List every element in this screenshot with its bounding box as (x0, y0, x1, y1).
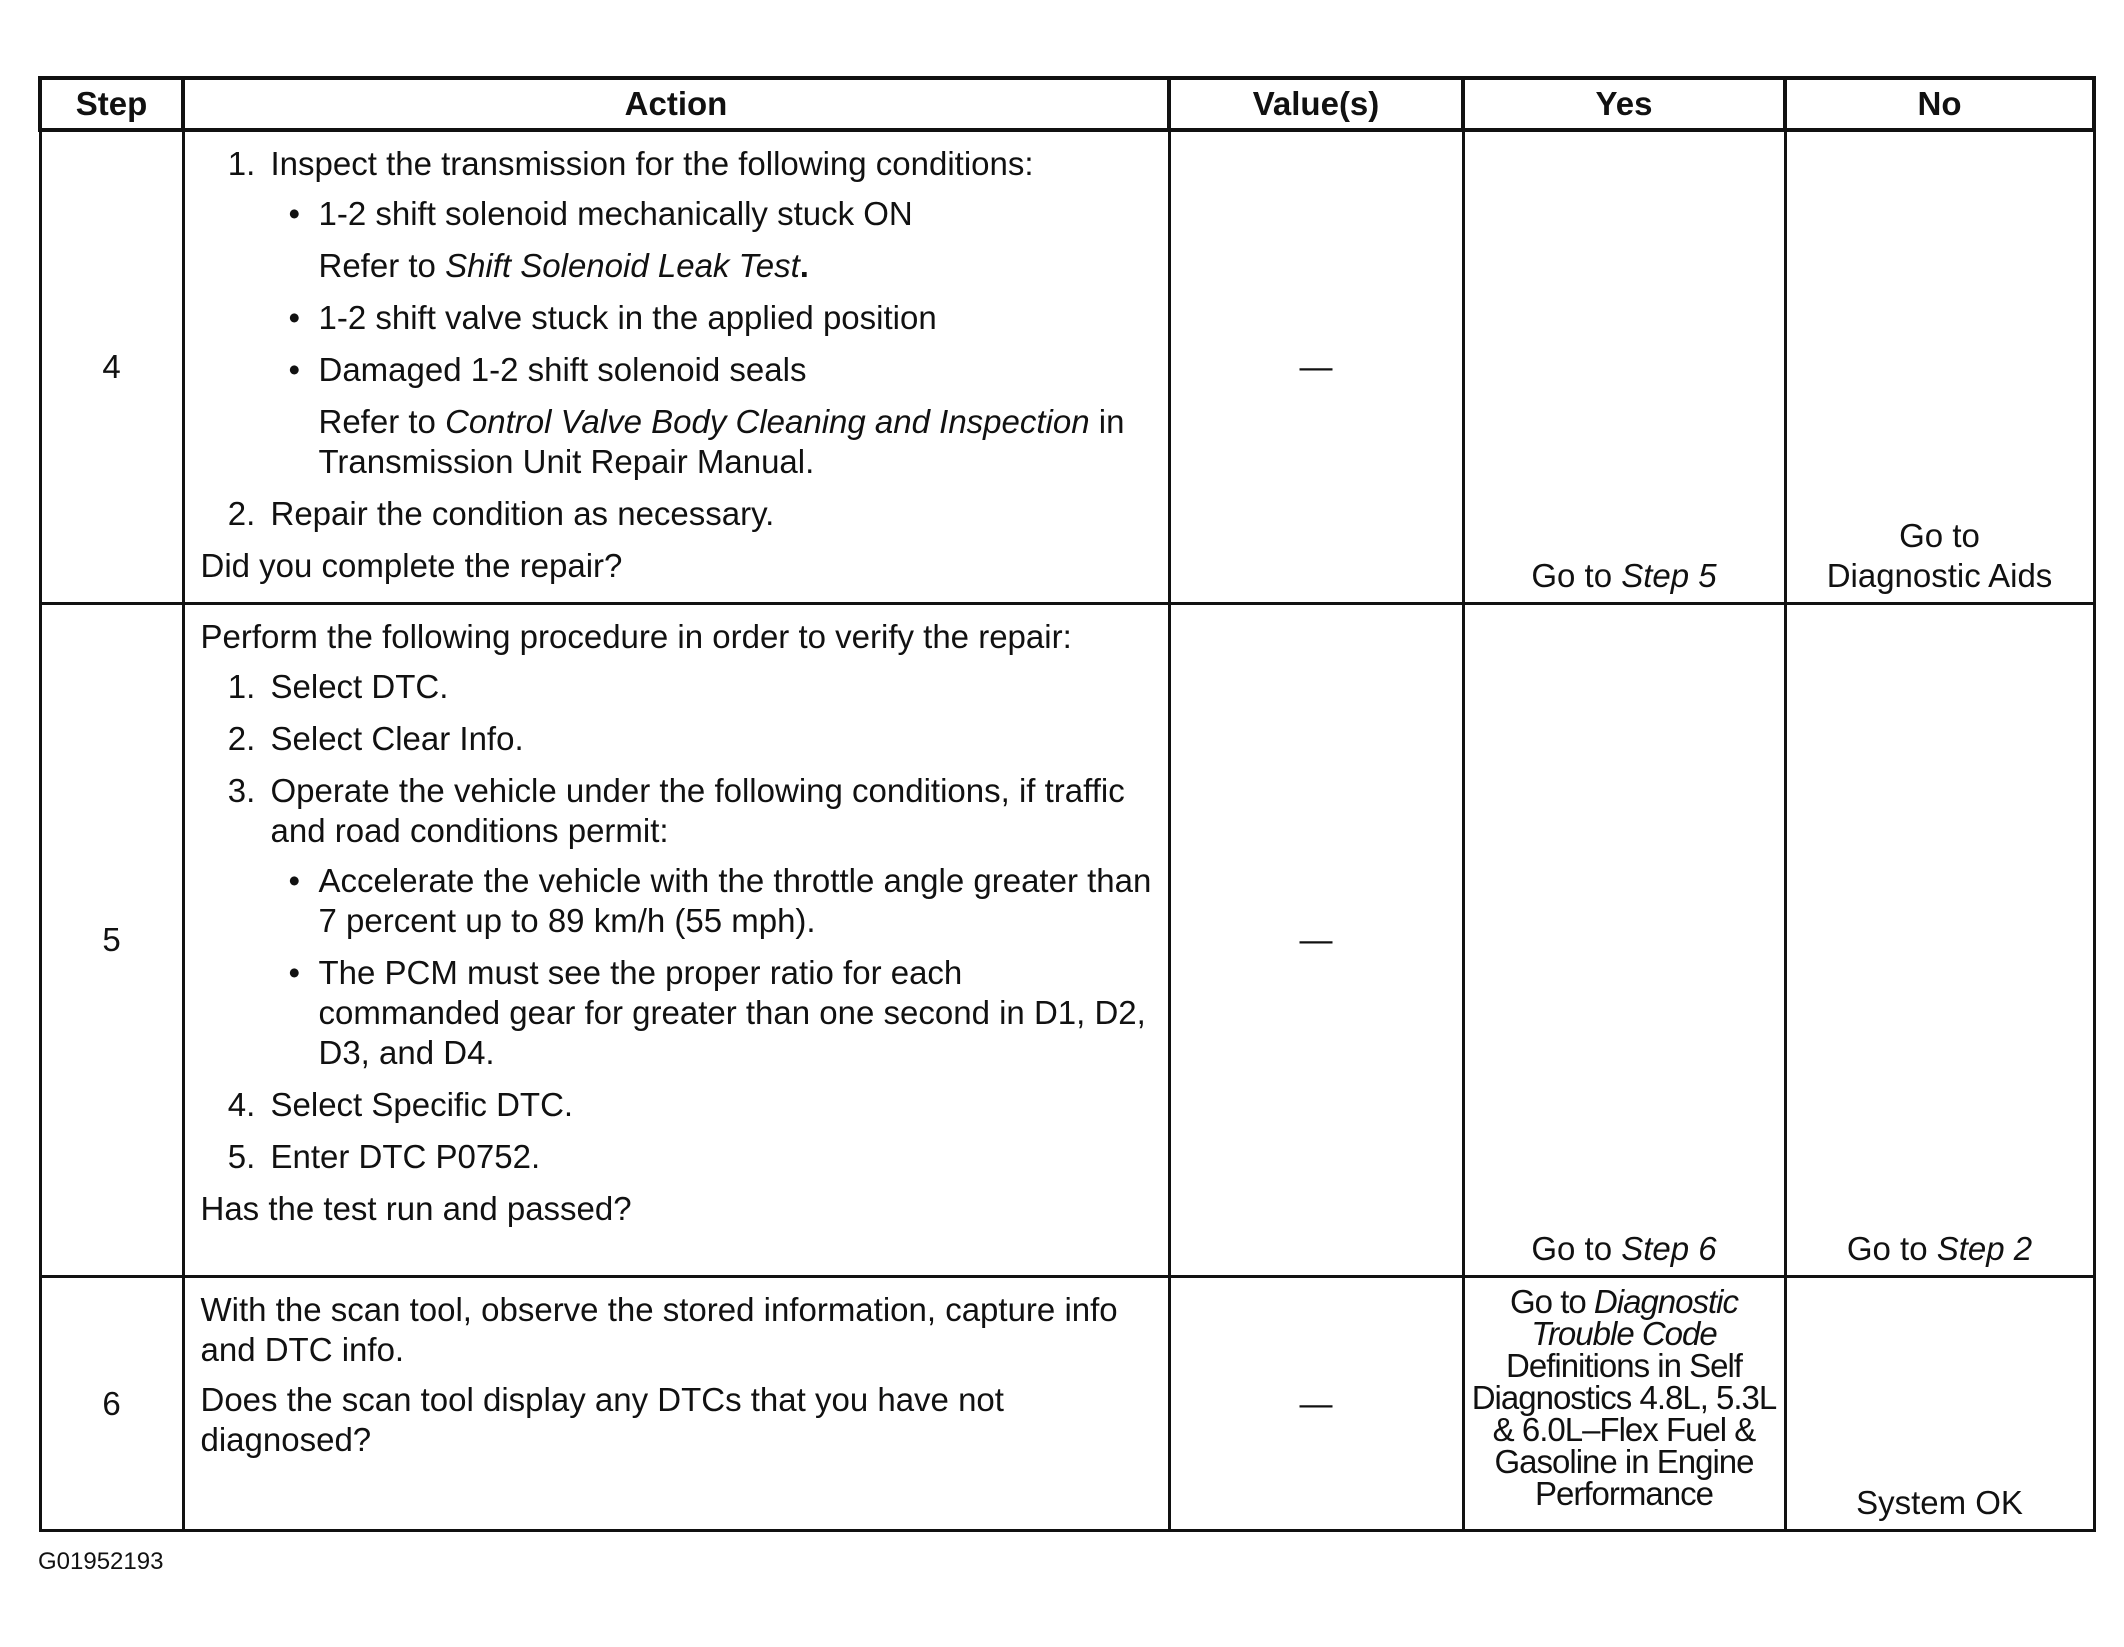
list-item-text: Select DTC. (270, 668, 449, 705)
yes-prefix: Go to (1531, 557, 1622, 594)
list-item (319, 298, 1152, 338)
list-item (319, 861, 1152, 941)
step-number: 6 (40, 1277, 183, 1531)
value-cell (1169, 1277, 1463, 1531)
action-cell (183, 130, 1169, 604)
list-item-text: 1-2 shift valve stuck in the applied position (318, 299, 937, 336)
no-cell (1785, 604, 2094, 1277)
list-item (265, 667, 1152, 707)
table-row-step-6 (40, 1277, 2094, 1531)
header-action: Action (183, 78, 1169, 130)
list-item-text: • Damaged 1-2 shift solenoid seals (318, 351, 807, 388)
question-text: Did you complete the repair? (200, 547, 623, 584)
reference-prefix: Refer to (318, 403, 446, 440)
value-text: — (1299, 348, 1333, 385)
reference-link[interactable]: Control Valve Body Cleaning and Inspection (445, 403, 1090, 440)
list-item-text: Inspect the transmission for the following conditions: (270, 145, 1034, 182)
list-item (265, 1137, 1152, 1177)
value-cell (1169, 604, 1463, 1277)
no-cell (1785, 130, 2094, 604)
list-item (319, 953, 1152, 1073)
value-text: — (1299, 921, 1333, 958)
reference-suffix: in Transmission Unit Repair Manual. (318, 403, 1125, 480)
reference-note (319, 402, 1152, 482)
list-item-text: Select Clear Info. (270, 720, 524, 757)
table-row-step-4 (40, 130, 2094, 604)
yes-cell (1463, 604, 1785, 1277)
list-item (265, 494, 1152, 534)
list-item (265, 719, 1152, 759)
header-step: Step (40, 78, 183, 130)
yes-dtc-reference (1469, 1283, 1780, 1512)
value-text: — (1299, 1384, 1333, 1422)
header-values: Value(s) (1169, 78, 1463, 130)
list-item-text: Repair the condition as necessary. (270, 495, 775, 532)
action-cell (183, 1277, 1169, 1531)
no-cell: System OK (1785, 1277, 2094, 1531)
step-number: 5 (40, 604, 183, 1277)
action-list (201, 144, 1152, 534)
list-item (319, 350, 1152, 482)
reference-suffix: . (799, 247, 809, 284)
list-item-text: • 1-2 shift solenoid mechanically stuck ON (318, 195, 913, 232)
reference-link[interactable]: Shift Solenoid Leak Test (445, 247, 800, 284)
header-yes: Yes (1463, 78, 1785, 130)
no-step-link[interactable]: Step 2 (1936, 1230, 2033, 1267)
list-item (265, 771, 1152, 1073)
yes-cell (1463, 130, 1785, 604)
list-item-text: Enter DTC P0752. (270, 1138, 541, 1175)
action-list (201, 667, 1152, 1177)
intro-text: Perform the following procedure in order to verify the repair: (200, 618, 1072, 655)
no-line-1: Go to (1899, 517, 1980, 554)
yes-cell (1463, 1277, 1785, 1531)
question-text: Has the test run and passed? (200, 1190, 632, 1227)
question-text: Does the scan tool display any DTCs that you have not diagnosed? (200, 1381, 1004, 1458)
table-row-step-5 (40, 604, 2094, 1277)
yes-prefix: Go to (1531, 1230, 1622, 1267)
yes-rest: Definitions in Self Diagnostics 4.8L, 5.3L & 6.0L–Flex Fuel & Gasoline in Engine Performance (1471, 1347, 1777, 1512)
no-prefix: Go to (1846, 1230, 1937, 1267)
list-item (265, 1085, 1152, 1125)
header-no: No (1785, 78, 2094, 130)
step-number: 4 (40, 130, 183, 604)
diagnostic-table (38, 76, 2096, 1532)
list-item-text: The PCM must see the proper ratio for each commanded gear for greater than one second in D1, D2, D3, and D4. (318, 954, 1146, 1071)
condition-list (271, 194, 1152, 482)
list-item-text: Select Specific DTC. (270, 1086, 574, 1123)
yes-dtc-link[interactable]: Diagnostic Trouble Code (1531, 1283, 1738, 1352)
value-cell (1169, 130, 1463, 604)
header-row (40, 78, 2094, 130)
list-item-text: Operate the vehicle under the following conditions, if traffic and road conditions permit: (270, 772, 1125, 849)
condition-list (271, 861, 1152, 1073)
yes-prefix: Go to (1510, 1283, 1594, 1320)
list-item (319, 194, 1152, 286)
paragraph-text: With the scan tool, observe the stored information, capture info and DTC info. (200, 1291, 1118, 1368)
list-item (265, 144, 1152, 482)
yes-step-link[interactable]: Step 5 (1621, 557, 1717, 594)
list-item-text: Accelerate the vehicle with the throttle angle greater than 7 percent up to 89 km/h (55 mph). (318, 862, 1152, 939)
figure-id: G01952193 (38, 1548, 164, 1575)
yes-step-link[interactable]: Step 6 (1621, 1230, 1717, 1267)
action-cell (183, 604, 1169, 1277)
no-diagnostic-aids-link[interactable]: Diagnostic Aids (1826, 557, 2053, 594)
reference-note (319, 246, 1152, 286)
reference-prefix: Refer to (318, 247, 446, 284)
